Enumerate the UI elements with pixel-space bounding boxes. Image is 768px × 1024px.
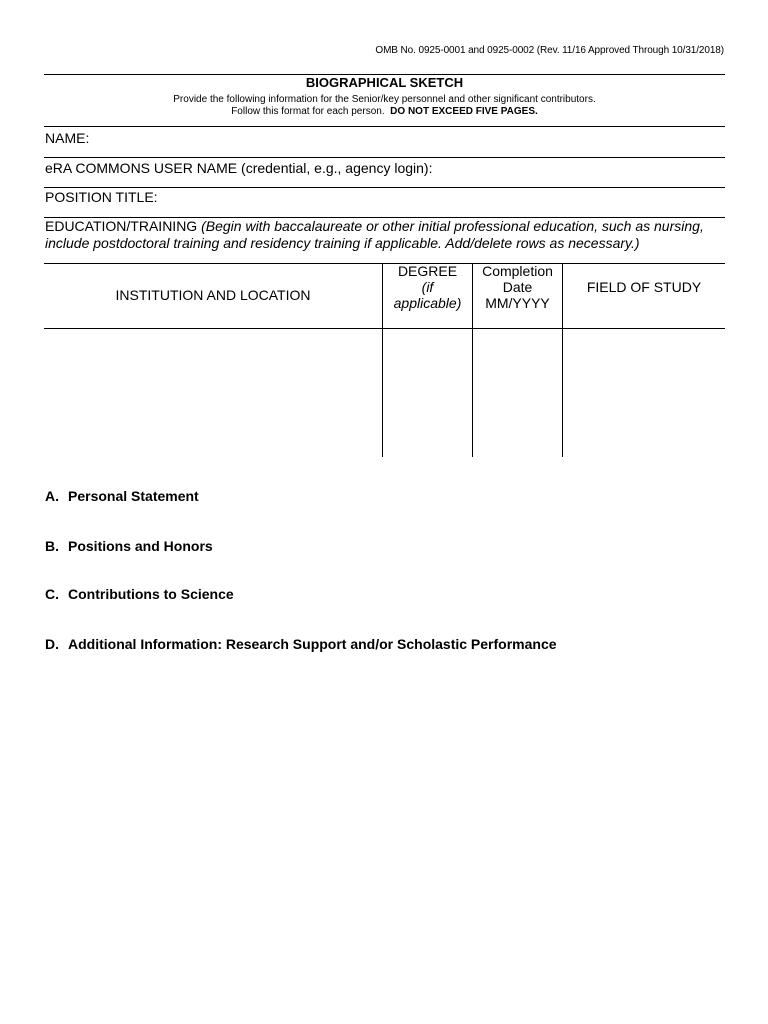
section-positions-and-honors xyxy=(45,538,213,554)
column-header-degree xyxy=(383,263,472,311)
section-title: Personal Statement xyxy=(68,488,199,504)
column-header-institution: INSTITUTION AND LOCATION xyxy=(115,287,311,303)
degree-note-line-1: (if xyxy=(421,279,434,295)
era-commons-label: eRA COMMONS USER NAME (credential, e.g., agency login): xyxy=(45,160,433,176)
position-divider xyxy=(44,187,725,188)
section-title: Positions and Honors xyxy=(68,538,213,554)
table-header-border xyxy=(44,328,725,329)
position-title-label: POSITION TITLE: xyxy=(45,189,158,205)
section-personal-statement xyxy=(45,488,199,504)
section-contributions-to-science xyxy=(45,586,234,602)
instruction-line-2 xyxy=(44,106,725,117)
section-letter: B. xyxy=(45,538,59,554)
name-label: NAME: xyxy=(45,130,90,146)
column-header-completion-date xyxy=(473,263,562,311)
degree-note-line-2: applicable) xyxy=(393,295,462,311)
education-training-heading xyxy=(45,218,725,251)
name-divider xyxy=(44,126,725,127)
column-header-field-of-study: FIELD OF STUDY xyxy=(586,279,702,295)
section-additional-information xyxy=(45,636,557,652)
completion-label: Completion xyxy=(482,263,553,279)
section-letter: D. xyxy=(45,636,59,652)
document-title: BIOGRAPHICAL SKETCH xyxy=(305,75,464,90)
education-label: EDUCATION/TRAINING xyxy=(45,218,198,234)
omb-number: OMB No. 0925-0001 and 0925-0002 (Rev. 11/16 Approved Through 10/31/2018) xyxy=(375,45,724,56)
section-title: Contributions to Science xyxy=(68,586,234,602)
era-divider xyxy=(44,157,725,158)
section-title: Additional Information: Research Support and/or Scholastic Performance xyxy=(68,636,557,652)
section-letter: A. xyxy=(45,488,59,504)
education-note: (Begin with baccalaureate or other initial professional education, such as nursing, include postdoctoral training and residency training if applicable. Add/delete rows as necessary.) xyxy=(45,218,704,251)
page-limit-warning: DO NOT EXCEED FIVE PAGES. xyxy=(390,106,538,117)
instruction-line-1: Provide the following information for the Senior/key personnel and other significant contributors. xyxy=(173,94,596,105)
date-label: Date xyxy=(502,279,533,295)
date-format-label: MM/YYYY xyxy=(485,295,550,311)
degree-label: DEGREE xyxy=(397,263,458,279)
section-letter: C. xyxy=(45,586,59,602)
instruction-line-2-text: Follow this format for each person. xyxy=(231,106,385,117)
